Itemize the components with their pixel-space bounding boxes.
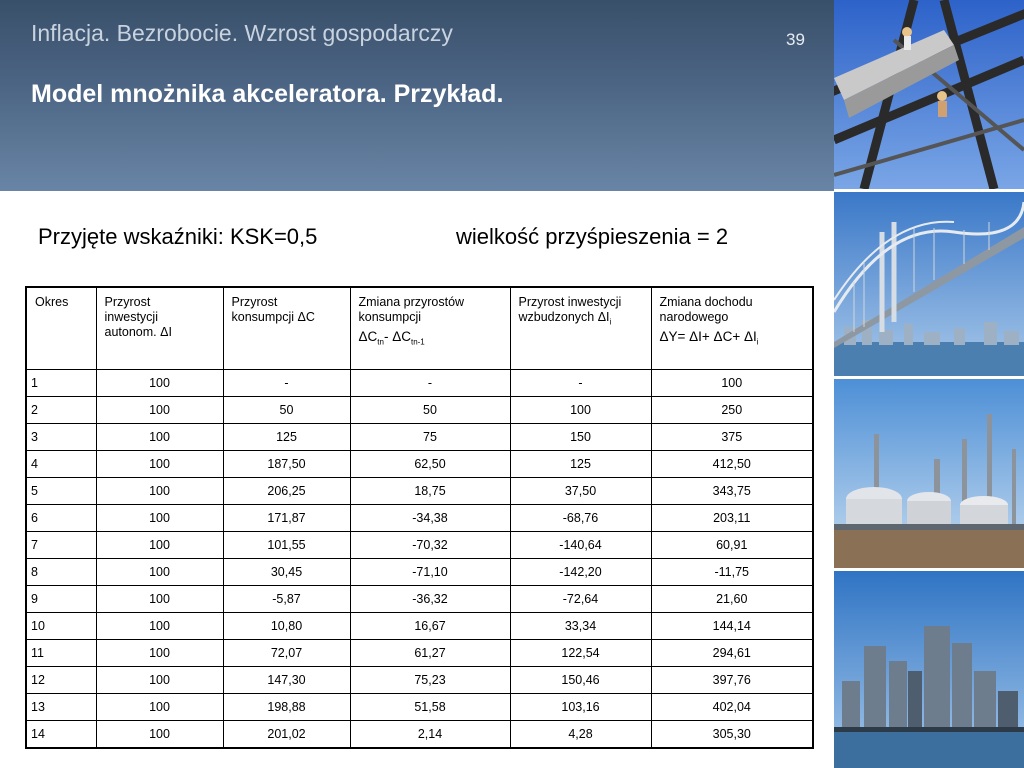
cell-consumption-change: 16,67 bbox=[350, 613, 510, 640]
table-body bbox=[26, 370, 813, 749]
cell-induced-investment: 103,16 bbox=[510, 694, 651, 721]
cell-consumption-change: 2,14 bbox=[350, 721, 510, 749]
header-okres: Okres bbox=[26, 287, 96, 370]
cell-consumption-increase: 187,50 bbox=[223, 451, 350, 478]
cell-induced-investment: 150,46 bbox=[510, 667, 651, 694]
cell-okres: 11 bbox=[26, 640, 96, 667]
cell-autonomous-investment: 100 bbox=[96, 478, 223, 505]
cell-induced-investment: 150 bbox=[510, 424, 651, 451]
cell-okres: 3 bbox=[26, 424, 96, 451]
cell-consumption-change: 61,27 bbox=[350, 640, 510, 667]
cell-consumption-increase: 125 bbox=[223, 424, 350, 451]
cell-consumption-change: -70,32 bbox=[350, 532, 510, 559]
cell-consumption-increase: 10,80 bbox=[223, 613, 350, 640]
cell-okres: 7 bbox=[26, 532, 96, 559]
cell-income-change: -11,75 bbox=[651, 559, 813, 586]
cell-okres: 1 bbox=[26, 370, 96, 397]
table-row bbox=[26, 532, 813, 559]
cell-okres: 4 bbox=[26, 451, 96, 478]
table-row bbox=[26, 370, 813, 397]
cell-consumption-increase: 198,88 bbox=[223, 694, 350, 721]
cell-autonomous-investment: 100 bbox=[96, 532, 223, 559]
cell-okres: 9 bbox=[26, 586, 96, 613]
cell-autonomous-investment: 100 bbox=[96, 397, 223, 424]
city-skyline-photo bbox=[834, 571, 1024, 768]
cell-autonomous-investment: 100 bbox=[96, 667, 223, 694]
table-row bbox=[26, 613, 813, 640]
cell-consumption-increase: 201,02 bbox=[223, 721, 350, 749]
cell-autonomous-investment: 100 bbox=[96, 694, 223, 721]
cell-autonomous-investment: 100 bbox=[96, 370, 223, 397]
table-row bbox=[26, 721, 813, 749]
cell-income-change: 402,04 bbox=[651, 694, 813, 721]
header-induced-investment: Przyrost inwestycji wzbudzonych $\Delta I_i$ bbox=[510, 287, 651, 370]
cell-autonomous-investment: 100 bbox=[96, 586, 223, 613]
cell-induced-investment: 4,28 bbox=[510, 721, 651, 749]
table-row bbox=[26, 478, 813, 505]
table-row bbox=[26, 397, 813, 424]
cell-income-change: 305,30 bbox=[651, 721, 813, 749]
indicators-text: Przyjęte wskaźniki: KSK=0,5 bbox=[38, 224, 318, 249]
cell-induced-investment: 37,50 bbox=[510, 478, 651, 505]
cell-consumption-change: - bbox=[350, 370, 510, 397]
header-consumption-change: Zmiana przyrostów konsumpcji $\Delta C_{tn}-$ $\Delta C_{tn-1}$ bbox=[350, 287, 510, 370]
cell-okres: 13 bbox=[26, 694, 96, 721]
cell-income-change: 144,14 bbox=[651, 613, 813, 640]
industrial-plant-photo bbox=[834, 379, 1024, 568]
cell-induced-investment: -68,76 bbox=[510, 505, 651, 532]
cell-autonomous-investment: 100 bbox=[96, 451, 223, 478]
cell-consumption-increase: -5,87 bbox=[223, 586, 350, 613]
cell-consumption-change: 62,50 bbox=[350, 451, 510, 478]
slide-number: 39 bbox=[786, 30, 805, 49]
cell-okres: 8 bbox=[26, 559, 96, 586]
cell-okres: 6 bbox=[26, 505, 96, 532]
cell-income-change: 375 bbox=[651, 424, 813, 451]
cell-consumption-increase: 50 bbox=[223, 397, 350, 424]
cell-induced-investment: 122,54 bbox=[510, 640, 651, 667]
table-header-row bbox=[26, 287, 813, 370]
cell-induced-investment: 100 bbox=[510, 397, 651, 424]
cell-okres: 10 bbox=[26, 613, 96, 640]
cell-consumption-increase: 30,45 bbox=[223, 559, 350, 586]
cell-income-change: 21,60 bbox=[651, 586, 813, 613]
cell-consumption-change: -34,38 bbox=[350, 505, 510, 532]
cell-income-change: 343,75 bbox=[651, 478, 813, 505]
cell-induced-investment: 33,34 bbox=[510, 613, 651, 640]
table-row bbox=[26, 586, 813, 613]
cell-induced-investment: -140,64 bbox=[510, 532, 651, 559]
cell-consumption-increase: 147,30 bbox=[223, 667, 350, 694]
cell-autonomous-investment: 100 bbox=[96, 559, 223, 586]
cell-autonomous-investment: 100 bbox=[96, 613, 223, 640]
table-row bbox=[26, 451, 813, 478]
cell-income-change: 203,11 bbox=[651, 505, 813, 532]
cell-autonomous-investment: 100 bbox=[96, 640, 223, 667]
cell-consumption-change: -36,32 bbox=[350, 586, 510, 613]
cell-income-change: 412,50 bbox=[651, 451, 813, 478]
cell-okres: 5 bbox=[26, 478, 96, 505]
cell-okres: 2 bbox=[26, 397, 96, 424]
cell-induced-investment: -72,64 bbox=[510, 586, 651, 613]
section-title: Inflacja. Bezrobocie. Wzrost gospodarczy bbox=[31, 20, 453, 46]
cell-consumption-increase: 206,25 bbox=[223, 478, 350, 505]
table-row bbox=[26, 505, 813, 532]
suspension-bridge-photo bbox=[834, 192, 1024, 376]
cell-consumption-change: 75 bbox=[350, 424, 510, 451]
multiplier-accelerator-table bbox=[25, 286, 814, 749]
cell-autonomous-investment: 100 bbox=[96, 505, 223, 532]
cell-consumption-increase: - bbox=[223, 370, 350, 397]
cell-income-change: 100 bbox=[651, 370, 813, 397]
cell-consumption-increase: 72,07 bbox=[223, 640, 350, 667]
construction-workers-photo bbox=[834, 0, 1024, 189]
table-row bbox=[26, 640, 813, 667]
cell-consumption-change: -71,10 bbox=[350, 559, 510, 586]
cell-income-change: 250 bbox=[651, 397, 813, 424]
cell-autonomous-investment: 100 bbox=[96, 721, 223, 749]
header-band bbox=[0, 0, 834, 191]
cell-induced-investment: 125 bbox=[510, 451, 651, 478]
table-row bbox=[26, 667, 813, 694]
acceleration-text: wielkość przyśpieszenia = 2 bbox=[456, 224, 729, 249]
cell-consumption-increase: 171,87 bbox=[223, 505, 350, 532]
header-income-change: Zmiana dochodu narodowego $\Delta Y= \Delta I+ \Delta C+ \Delta I_i$ bbox=[651, 287, 813, 370]
header-consumption-increase: Przyrost konsumpcji ΔC bbox=[223, 287, 350, 370]
cell-okres: 12 bbox=[26, 667, 96, 694]
header-autonomous-investment: Przyrost inwestycji autonom. ΔI bbox=[96, 287, 223, 370]
cell-autonomous-investment: 100 bbox=[96, 424, 223, 451]
cell-induced-investment: - bbox=[510, 370, 651, 397]
table-row bbox=[26, 424, 813, 451]
cell-consumption-change: 18,75 bbox=[350, 478, 510, 505]
cell-okres: 14 bbox=[26, 721, 96, 749]
cell-income-change: 397,76 bbox=[651, 667, 813, 694]
cell-consumption-change: 75,23 bbox=[350, 667, 510, 694]
cell-consumption-change: 51,58 bbox=[350, 694, 510, 721]
cell-income-change: 60,91 bbox=[651, 532, 813, 559]
slide-title: Model mnożnika akceleratora. Przykład. bbox=[31, 80, 504, 108]
cell-income-change: 294,61 bbox=[651, 640, 813, 667]
cell-consumption-increase: 101,55 bbox=[223, 532, 350, 559]
cell-consumption-change: 50 bbox=[350, 397, 510, 424]
table-row bbox=[26, 559, 813, 586]
table-row bbox=[26, 694, 813, 721]
cell-induced-investment: -142,20 bbox=[510, 559, 651, 586]
